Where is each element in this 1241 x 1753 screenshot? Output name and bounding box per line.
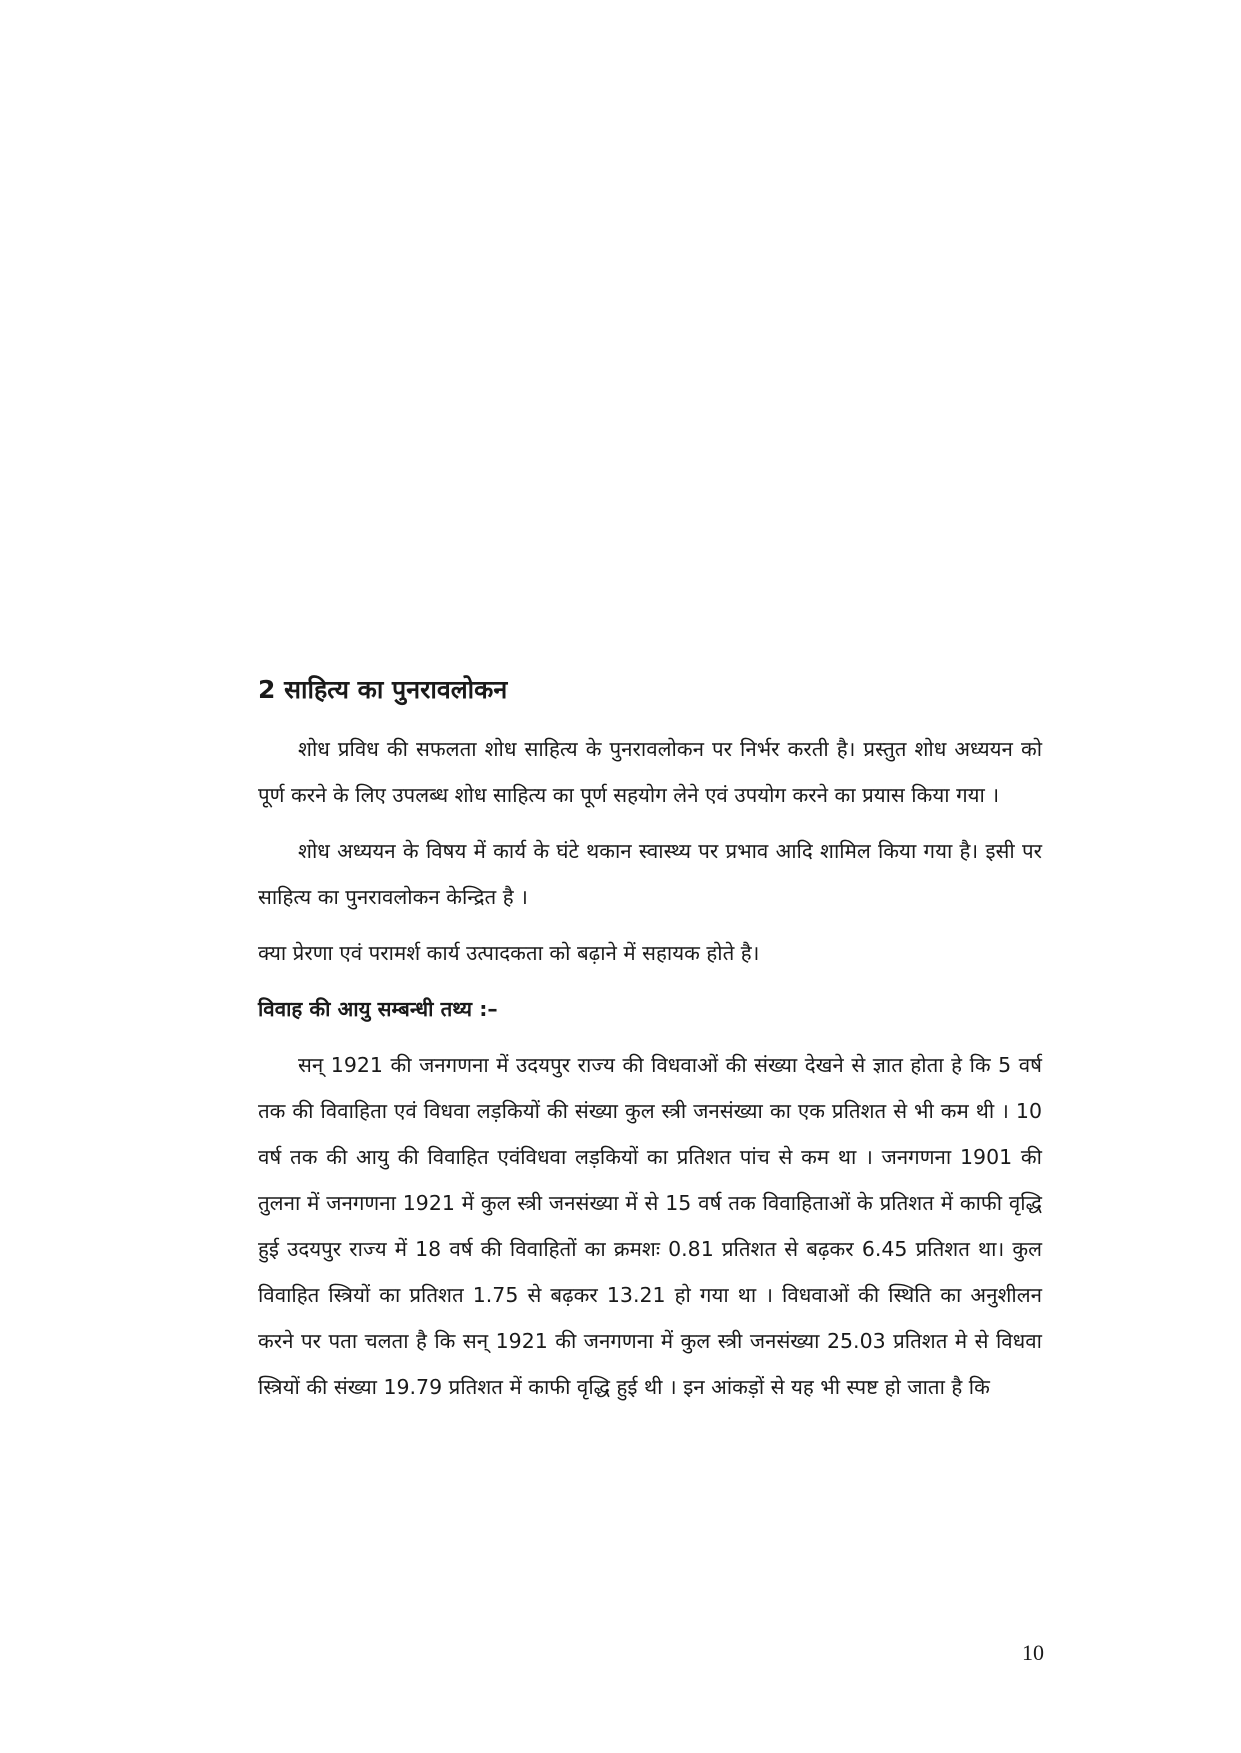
page-number: 10 [1022, 1640, 1044, 1665]
page-content [258, 668, 1042, 1420]
paragraph-research-method: शोध प्रविध की सफलता शोध साहित्य के पुनरावलोकन पर निर्भर करती है। प्रस्तुत शोध अध्ययन को पूर्ण करने के लिए उपलब्ध शोध साहित्य का पूर्ण सहयोग लेने एवं उपयोग करने का प्रयास किया गया । [258, 737, 1042, 807]
paragraph-marriage-age-facts: सन् 1921 की जनगणना में उदयपुर राज्य की विधवाओं की संख्या देखने से ज्ञात होता हे कि 5 वर्ष तक की विवाहिता एवं विधवा लड़कियों की संख्या कुल स्त्री जनसंख्या का एक प्रतिशत से भी कम थी । 10 वर्ष तक की आयु की विवाहित एवंविधवा लड़कियों का प्रतिशत पांच से कम था । जनगणना 1901 की तुलना में जनगणना 1921 में कुल स्त्री जनसंख्या में से 15 वर्ष तक विवाहिताओं के प्रतिशत में काफी वृद्धि हुई उदयपुर राज्य में 18 वर्ष की विवाहितों का क्रमशः 0.81 प्रतिशत से बढ़कर 6.45 प्रतिशत था। कुल विवाहित स्त्रियों का प्रतिशत 1.75 से बढ़कर 13.21 हो गया था । विधवाओं की स्थिति का अनुशीलन करने पर पता चलता है कि सन् 1921 की जनगणना में कुल स्त्री जनसंख्या 25.03 प्रतिशत मे से विधवा स्त्रियों की संख्या 19.79 प्रतिशत में काफी वृद्धि हुई थी । इन आंकड़ों से यह भी स्पष्ट हो जाता है कि [258, 1053, 1042, 1399]
paragraph-motivation-question: क्या प्रेरणा एवं परामर्श कार्य उत्पादकता को बढ़ाने में सहायक होते है। [258, 941, 760, 965]
paragraph-study-subject: शोध अध्ययन के विषय में कार्य के घंटे थकान स्वास्थ्य पर प्रभाव आदि शामिल किया गया है। इसी पर साहित्य का पुनरावलोकन केन्द्रित है । [258, 839, 1042, 909]
section-heading: 2 साहित्य का पुनरावलोकन [258, 675, 508, 704]
subsection-heading: विवाह की आयु सम्बन्धी तथ्य :– [258, 997, 498, 1021]
